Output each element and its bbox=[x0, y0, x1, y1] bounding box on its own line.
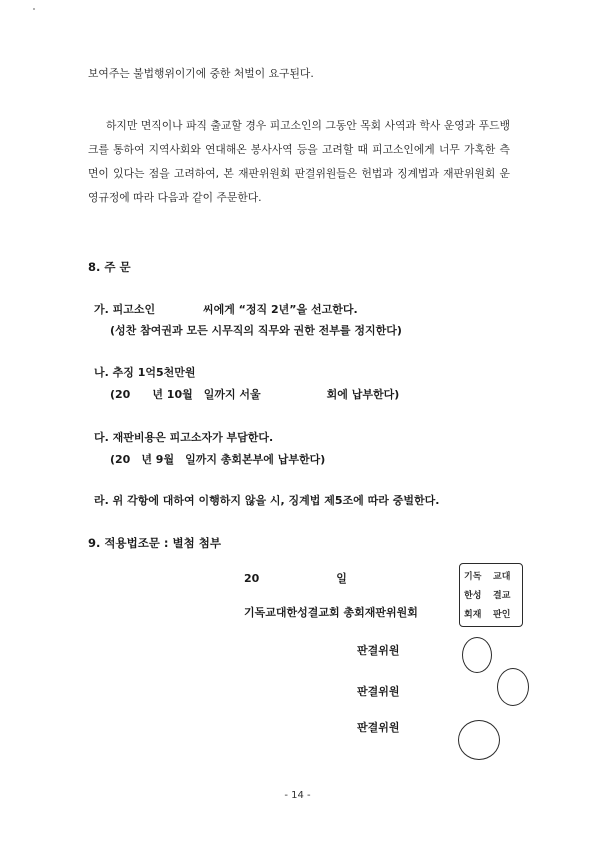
section-8-heading: 8. 주 문 bbox=[88, 260, 131, 274]
considerations-paragraph: 하지만 면직이나 파직 출교할 경우 피고소인의 그동안 목회 사역과 학사 운영과 푸드뱅크를 통하여 지역사회와 연대해온 봉사사역 등을 고려할 때 피고소인에게 너무 가혹한 측면이 있다는 점을 고려하여, 본 재판위원회 판결위원들은 헌법과 징계법과 재판위원회 운영규정에 따라 다음과 같이 주문한다. bbox=[88, 119, 510, 204]
seal-char: 회재 bbox=[464, 610, 482, 620]
judge-label-3: 판결위원 bbox=[357, 721, 400, 734]
order-item-ga: 가. 피고소인 씨에게 “정직 2년”을 선고한다. bbox=[94, 303, 358, 316]
order-item-da-detail: (20 년 9월 일까지 총회본부에 납부한다) bbox=[110, 453, 326, 466]
signature-date: 20 일 bbox=[244, 572, 347, 585]
section-9-heading: 9. 적용법조문 : 별첨 첨부 bbox=[88, 536, 221, 550]
order-item-ga-detail: (성찬 참여권과 모든 시무직의 직무와 권한 전부를 정지한다) bbox=[110, 324, 402, 337]
judge-seal-2 bbox=[497, 668, 529, 706]
order-item-na: 나. 추징 1억5천만원 bbox=[94, 366, 196, 379]
scan-speck bbox=[33, 8, 35, 10]
judge-label-2: 판결위원 bbox=[357, 685, 400, 698]
seal-char: 교대 bbox=[493, 572, 511, 582]
judge-seal-3 bbox=[458, 720, 500, 760]
order-item-ra: 라. 위 각항에 대하여 이행하지 않을 시, 징계법 제5조에 따라 중벌한다. bbox=[94, 494, 440, 507]
court-name: 기독교대한성결교회 총회재판위원회 bbox=[244, 606, 418, 619]
judge-label-1: 판결위원 bbox=[357, 644, 400, 657]
seal-char: 판인 bbox=[493, 610, 511, 620]
seal-char: 기독 bbox=[464, 572, 482, 582]
seal-char: 한성 bbox=[464, 591, 482, 601]
seal-char: 결교 bbox=[493, 591, 511, 601]
order-item-na-detail: (20 년 10월 일까지 서울 회에 납부한다) bbox=[110, 388, 400, 401]
order-item-da: 다. 재판비용은 피고소자가 부담한다. bbox=[94, 431, 274, 444]
judge-seal-1 bbox=[462, 637, 492, 673]
continuation-paragraph: 보여주는 불법행위이기에 중한 처벌이 요구된다. bbox=[88, 67, 314, 80]
court-square-seal bbox=[459, 563, 523, 627]
page-number: - 14 - bbox=[284, 790, 311, 801]
